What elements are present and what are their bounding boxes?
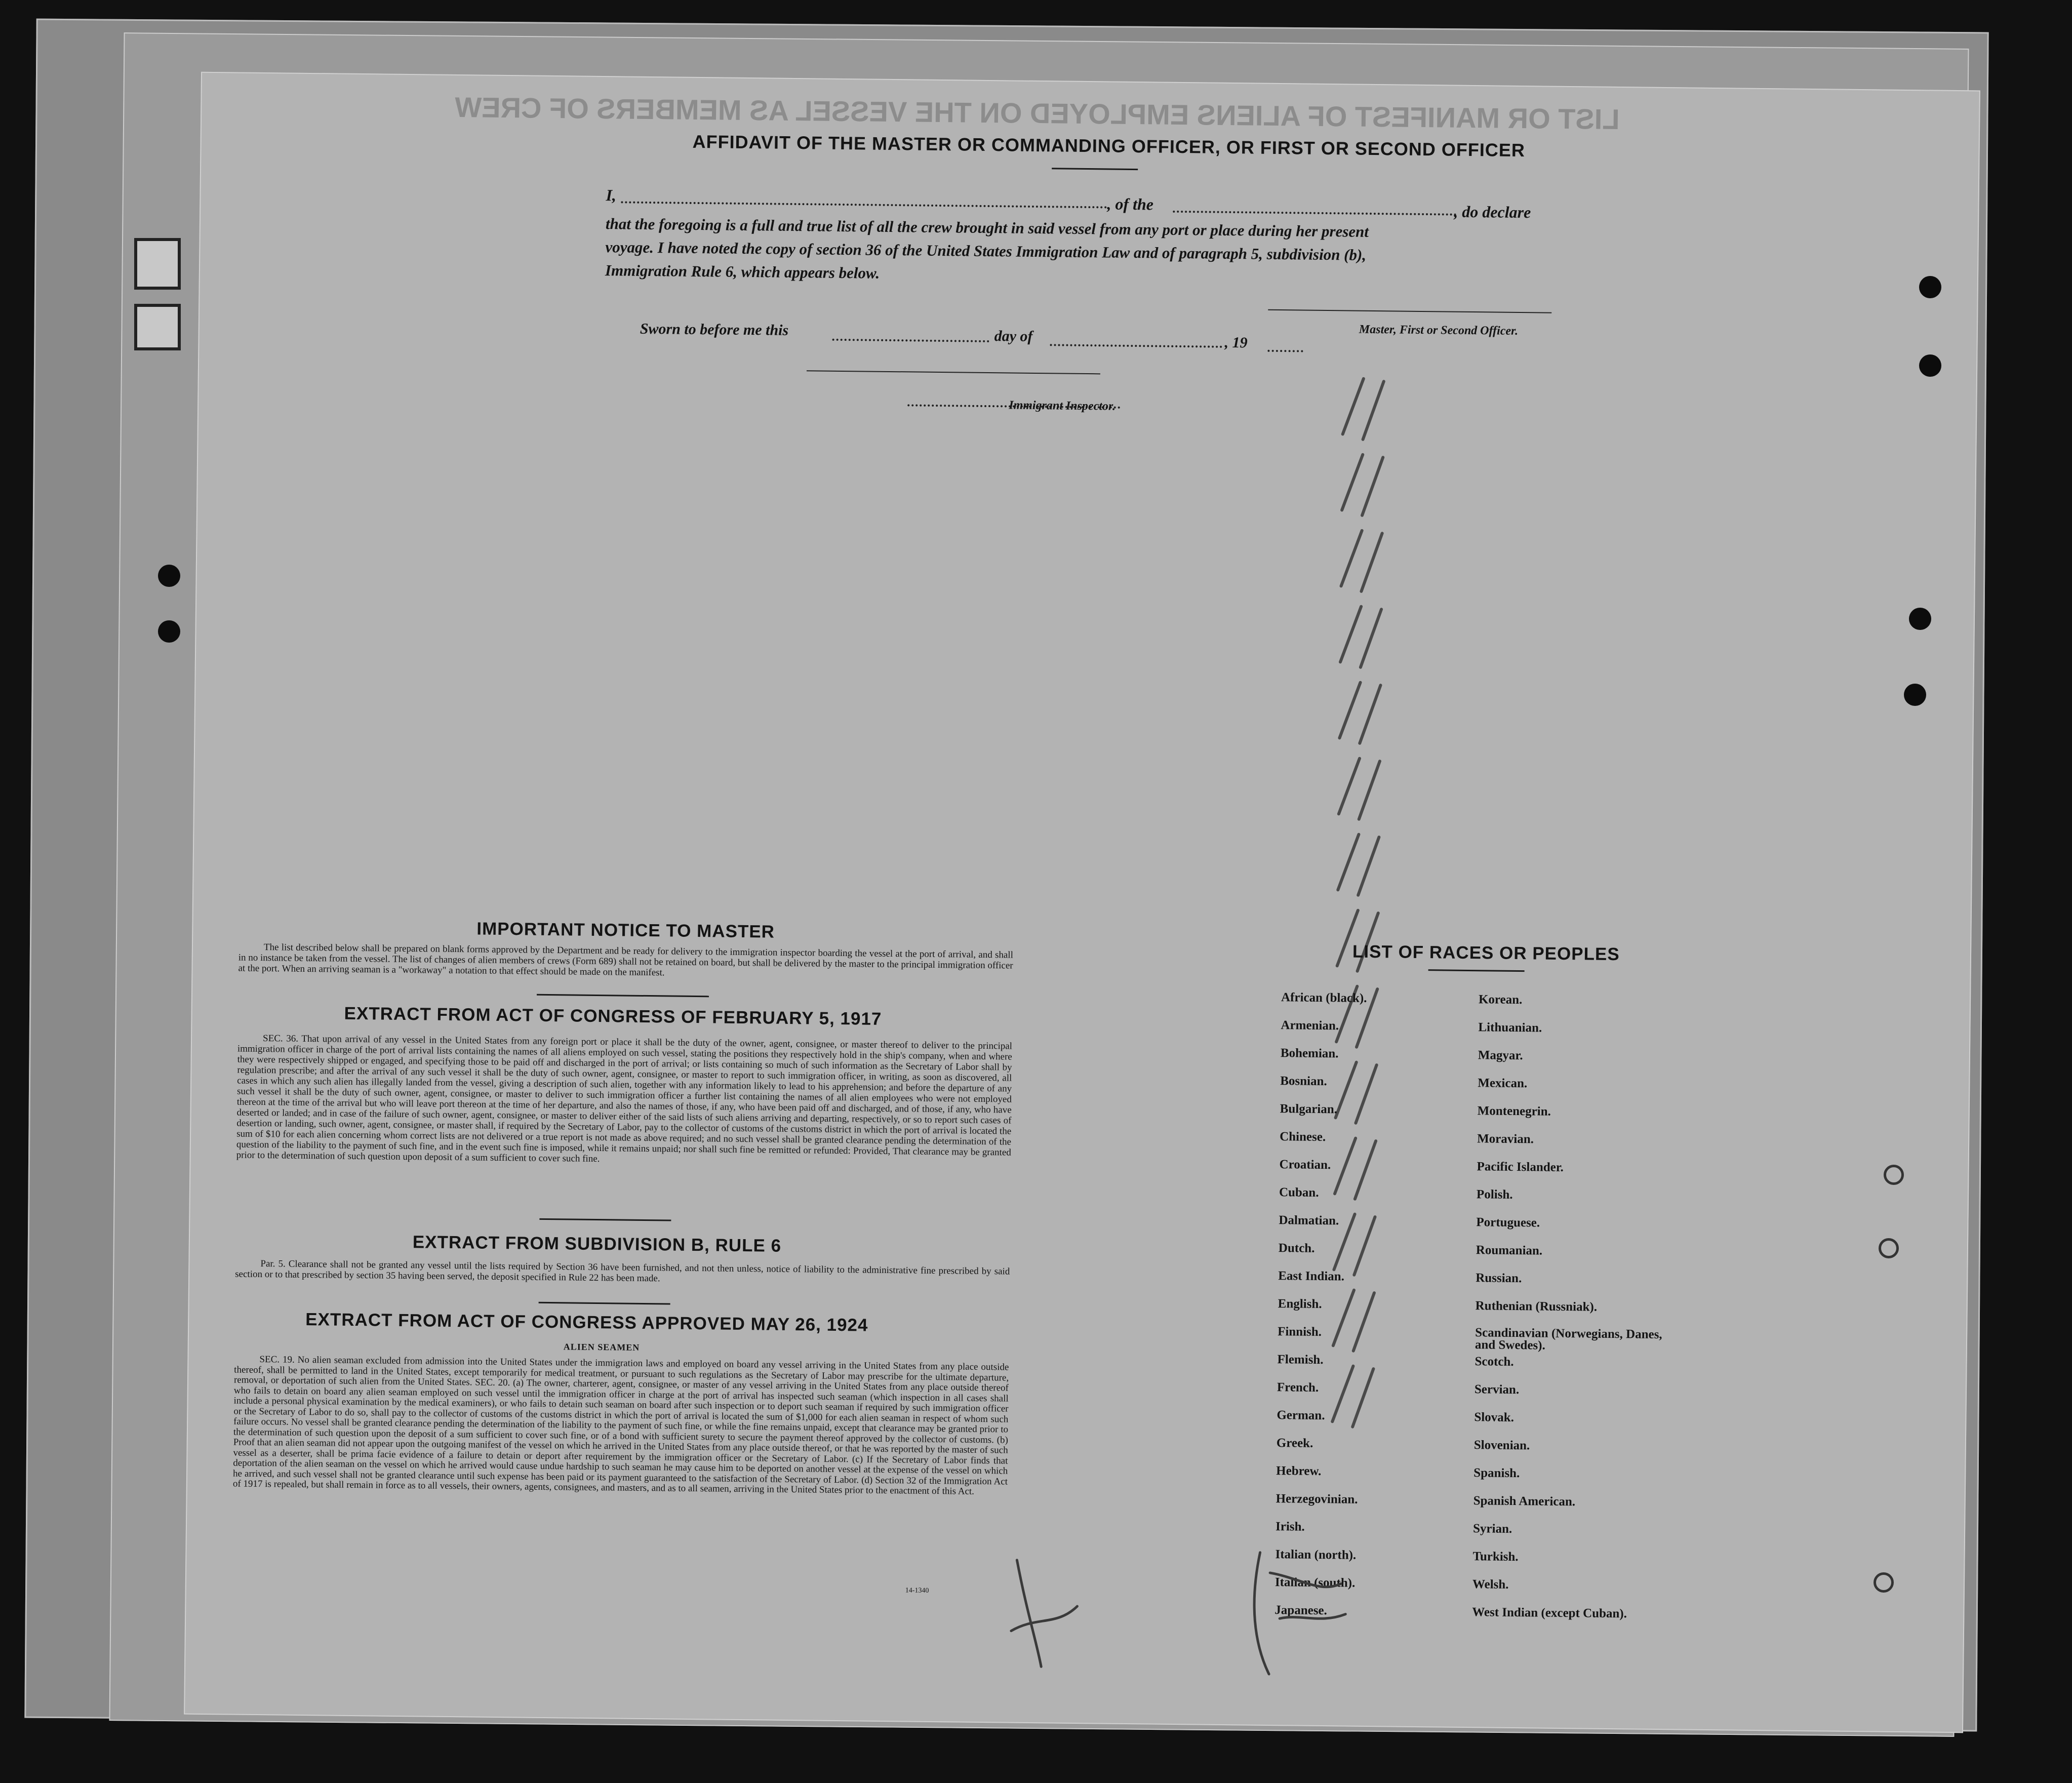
race-item: Herzegovinian. bbox=[1276, 1492, 1358, 1507]
affidavit-name-line bbox=[621, 201, 1107, 208]
affidavit-line-1: that the foregoing is a full and true list of all the crew brought in said vessel from any port or place during her present bbox=[605, 215, 1369, 241]
affidavit-title: AFFIDAVIT OF THE MASTER OR COMMANDING OFFICER, OR FIRST OR SECOND OFFICER bbox=[692, 131, 1526, 161]
punch-hole bbox=[1884, 1165, 1904, 1185]
race-item: Scandinavian (Norwegians, Danes, and Swedes). bbox=[1475, 1326, 1662, 1353]
race-item: Hebrew. bbox=[1276, 1464, 1322, 1479]
binder-tab-middle bbox=[134, 304, 181, 350]
race-item: Irish. bbox=[1275, 1520, 1305, 1534]
notice-text: The list described below shall be prepared on blank forms approved by the Department and be ready for delivery to the immigration inspector boarding the vessel at the port of arrival, and shall in no instance be taken from the vessel. The list of changes of alien members of crews (Form 689) shall not be retained on board, but shall be delivered by the master to the principal immigration officer at the port. When an arriving seaman is a "workaway" a notation to that effect should be made on the manifest. bbox=[238, 942, 1014, 978]
race-item: Italian (south). bbox=[1274, 1575, 1356, 1590]
sworn-label: Sworn to before me this bbox=[640, 320, 789, 339]
race-item: Syrian. bbox=[1472, 1522, 1512, 1536]
affidavit-i-label: I, bbox=[606, 186, 617, 205]
punch-hole bbox=[1909, 608, 1931, 630]
affidavit-declare-label: , do declare bbox=[1454, 202, 1531, 222]
race-item: Bohemian. bbox=[1280, 1046, 1339, 1061]
punch-hole bbox=[1879, 1238, 1899, 1258]
race-item: Bulgarian. bbox=[1280, 1102, 1338, 1117]
rule6-rule bbox=[539, 1302, 670, 1305]
affidavit-line-3: Immigration Rule 6, which appears below. bbox=[605, 261, 880, 282]
extract-1924-text: SEC. 19. No alien seaman excluded from admission into the United States under the immigration laws and employed on board any vessel arriving in the United States from any place outside thereof, shall be permitted to land in the United States, except temporarily for medical treatment, or pursuant to such regulations as the Secretary of Labor may prescribe for the ultimate departure, removal, or deportation of such alien from the United States. SEC. 20. (a) The owner, charterer, agent, consignee, or master of any vessel arriving in the United States from any place outside thereof who fails to detain on board any alien seaman employed on such vessel until the immigration officer in charge at the port of arrival has inspected such seaman (which inspection in all cases shall include a personal physical examination by the medical examiners), or who fails to detain such seaman on board after such inspection or to deport such seaman if required by such immigration officer or the Secretary of Labor to do so, shall pay to the collector of customs of the customs district in which the port of arrival is located the sum of $1,000 for each alien seaman in respect of whom such failure occurs. No vessel shall be granted clearance pending the determination of the liability to the payment of such fine, or while the fine remains unpaid, except that clearance may be granted prior to the determination of such question upon the deposit of a sum sufficient to cover such fine, or of a bond with sufficient surety to secure the payment thereof approved by the collector of customs. (b) Proof that an alien seaman did not appear upon the outgoing manifest of the vessel on which he arrived in the United States from any place outside thereof, or that he was reported by the master of such vessel as a deserter, shall be prima facie evidence of a failure to detain or deport after requirement by the immigration officer or the Secretary of Labor. (c) If the Secretary of Labor finds that deportation of the alien seaman on the vessel on which he arrived would cause undue hardship to such seaman he may cause him to be deported on another vessel at the expense of the vessel on which he arrived, and such vessel shall not be granted clearance until such expense has been paid or its payment guaranteed to the satisfaction of the Secretary of Labor. (d) Section 32 of the Immigration Act of 1917 is repealed, but shall remain in force as to all vessels, their owners, agents, consignees, and masters, and as to all seamen, arriving in the United States prior to the enactment of this Act. bbox=[232, 1354, 1009, 1497]
races-title-rule bbox=[1428, 969, 1525, 972]
extract-1924-title: EXTRACT FROM ACT OF CONGRESS APPROVED MAY 26, 1924 bbox=[305, 1309, 868, 1335]
race-item: West Indian (except Cuban). bbox=[1472, 1605, 1627, 1621]
notice-rule bbox=[537, 994, 709, 998]
race-item: Scotch. bbox=[1475, 1355, 1514, 1369]
race-item: Welsh. bbox=[1472, 1577, 1509, 1592]
punch-hole bbox=[1904, 684, 1926, 706]
race-item: Turkish. bbox=[1472, 1550, 1519, 1564]
race-item: Armenian. bbox=[1281, 1018, 1339, 1033]
race-item: Roumanian. bbox=[1476, 1243, 1543, 1258]
affidavit-title-rule bbox=[1052, 168, 1138, 170]
race-item: Magyar. bbox=[1478, 1048, 1523, 1063]
race-item: Finnish. bbox=[1278, 1325, 1322, 1339]
race-item: Flemish. bbox=[1277, 1353, 1324, 1367]
affidavit-line-2: voyage. I have noted the copy of section 36 of the United States Immigration Law and of paragraph 5, subdivision (b), bbox=[605, 238, 1367, 264]
extract-1924-subtitle: ALIEN SEAMEN bbox=[563, 1341, 640, 1353]
race-item: Moravian. bbox=[1477, 1132, 1534, 1146]
race-item: Japanese. bbox=[1274, 1603, 1328, 1618]
ditto-marks-column bbox=[1321, 368, 1435, 1514]
binder-tab-top bbox=[134, 238, 181, 290]
extract-1917-title: EXTRACT FROM ACT OF CONGRESS OF FEBRUARY 5, 1917 bbox=[344, 1003, 882, 1029]
race-item: Russian. bbox=[1476, 1271, 1522, 1286]
race-item: Servian. bbox=[1474, 1382, 1520, 1397]
race-item: Ruthenian (Russniak). bbox=[1475, 1299, 1598, 1314]
punch-hole bbox=[158, 565, 180, 587]
punch-hole bbox=[158, 620, 180, 643]
race-item: German. bbox=[1277, 1408, 1325, 1423]
race-item: Spanish. bbox=[1473, 1466, 1520, 1481]
race-item: Mexican. bbox=[1478, 1076, 1528, 1091]
punch-hole bbox=[1919, 276, 1941, 298]
bleed-through-text: LIST OR MANIFEST OF ALIENS EMPLOYED ON THE VESSEL AS MEMBERS OF CREW bbox=[455, 91, 1620, 136]
race-item: Slovak. bbox=[1474, 1410, 1515, 1424]
race-item: French. bbox=[1277, 1380, 1319, 1395]
handwritten-scribble bbox=[995, 1539, 1351, 1685]
extract-1917-rule bbox=[539, 1218, 671, 1221]
race-item: Spanish American. bbox=[1473, 1494, 1576, 1509]
affidavit-vessel-line bbox=[1173, 211, 1456, 216]
race-item: East Indian. bbox=[1278, 1269, 1345, 1284]
inspector-signature-label: Immigrant Inspector. bbox=[1009, 399, 1116, 413]
year-label: , 19 bbox=[1224, 334, 1248, 351]
race-item: Chinese. bbox=[1280, 1130, 1326, 1144]
sworn-date-line bbox=[832, 339, 989, 342]
race-item: Montenegrin. bbox=[1477, 1104, 1551, 1119]
form-number: 14-1340 bbox=[905, 1587, 929, 1595]
race-item: English. bbox=[1278, 1297, 1322, 1312]
race-item: Dalmatian. bbox=[1279, 1213, 1339, 1228]
extract-1917-text: SEC. 36. That upon arrival of any vessel in the United States from any foreign port or place it shall be the duty of the owner, agent, consignee, or master thereof to deliver to the principal immigration officer in charge of the port of arrival lists containing the names of all aliens employed on such vessel, stating the positions they respectively hold in the ship's company, when and where they were respectively shipped or engaged, and specifying those to be paid off and discharged in the port of arrival; or lists containing so much of such information as the Secretary of Labor shall by regulation prescribe; and after the arrival of any such vessel it shall be the duty of such owner, agent, consignee, or master to report to such immigration officer, in writing, as soon as discovered, all cases in which any such alien has illegally landed from the vessel, giving a description of such alien, together with any information likely to lead to his apprehension; and before the departure of any such vessel it shall be the duty of such owner, agent, consignee, or master to deliver to such immigration officer a further list containing the names of all alien employees who were not employed thereon at the time of the arrival but who will leave port thereon at the time of her departure, and also the names of those, if any, who have been paid off and discharged, and of those, if any, who have deserted or landed; and in case of the failure of such owner, agent, consignee, or master to deliver either of the said lists of such aliens arriving and departing, respectively, or so to report such cases of desertion or landing, such owner, agent, consignee, or master shall, if required by the Secretary of Labor, pay to the collector of customs of the customs district in which the port of arrival is located the sum of $10 for each alien concerning whom correct lists are not delivered or a true report is not made as above required; and no such vessel shall be granted clearance pending the determination of the question of the liability to the payment of such fine, and in the event such fine is imposed, while it remains unpaid; nor shall such fine be remitted or refunded: Provided, That clearance may be granted prior to the determination of such question upon deposit of a sum sufficient to cover such fine. bbox=[236, 1033, 1013, 1165]
sworn-year-line bbox=[1267, 350, 1303, 352]
sworn-month-line bbox=[1050, 344, 1222, 348]
race-item: Italian (north). bbox=[1275, 1548, 1357, 1562]
race-item: Cuban. bbox=[1279, 1185, 1319, 1200]
races-title: LIST OF RACES OR PEOPLES bbox=[1352, 941, 1620, 965]
race-item: Pacific Islander. bbox=[1477, 1160, 1564, 1174]
rule6-text: Par. 5. Clearance shall not be granted any vessel until the lists required by Section 36 have been furnished, and not then unless, notice of liability to the administrative fine prescribed by said section or to that prescribed by section 35 having been served, the deposit specified in Rule 22 has been made. bbox=[235, 1258, 1010, 1284]
day-of-label: day of bbox=[994, 328, 1033, 345]
notice-title: IMPORTANT NOTICE TO MASTER bbox=[476, 919, 775, 942]
race-item: Croatian. bbox=[1279, 1158, 1331, 1172]
punch-hole bbox=[1919, 354, 1941, 377]
manifest-page bbox=[184, 72, 1980, 1733]
master-signature-line bbox=[1268, 309, 1551, 313]
race-item: Portuguese. bbox=[1476, 1215, 1540, 1230]
affidavit-of-the-label: , of the bbox=[1107, 194, 1154, 214]
race-item: Bosnian. bbox=[1280, 1074, 1327, 1089]
inspector-signature-line bbox=[807, 370, 1100, 374]
race-item: Lithuanian. bbox=[1478, 1020, 1542, 1035]
race-item: Dutch. bbox=[1278, 1241, 1315, 1255]
race-item: Slovenian. bbox=[1473, 1438, 1530, 1453]
rule6-title: EXTRACT FROM SUBDIVISION B, RULE 6 bbox=[412, 1232, 782, 1256]
master-signature-label: Master, First or Second Officer. bbox=[1359, 323, 1519, 338]
race-item: African (black). bbox=[1281, 990, 1367, 1005]
race-item: Polish. bbox=[1476, 1187, 1513, 1202]
race-item: Greek. bbox=[1276, 1436, 1313, 1450]
race-item: Korean. bbox=[1478, 993, 1523, 1007]
punch-hole bbox=[1874, 1572, 1894, 1593]
